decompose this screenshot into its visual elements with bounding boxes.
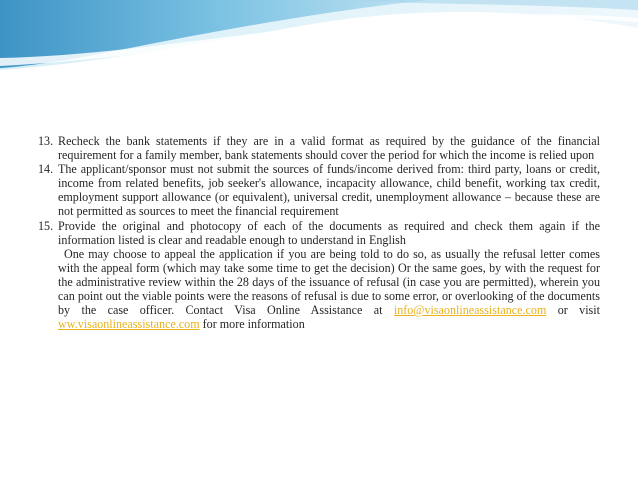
list-item-text: The applicant/sponsor must not submit the sources of funds/income derived from: third party, loans or credit, income from related benefits, job seeker's allowance, incapacity allowance, child benefit, working tax credit, employment support allowance (or equivalent), universal credit, unemployment allowance – because these are not permitted as sources to meet the financial requirement [58, 162, 600, 219]
slide-content [38, 134, 600, 331]
list-item [38, 219, 600, 247]
list-item-text: Provide the original and photocopy of each of the documents as required and check them again if the information listed is clear and readable enough to understand in English [58, 218, 600, 247]
closing-or-visit: or visit [546, 303, 600, 318]
closing-text: One may choose to appeal the application if you are being told to do so, as usually the refusal letter comes with the appeal form (which may take some time to get the decision) Or the same goes, by with the request for the administrative review within the 28 days of the issuance of refusal (in case you are permitted), wherein you can point out the viable points were the reasons of refusal is due to some error, or overlooking of the documents by the case officer. Contact Visa Online Assistance at [58, 246, 600, 318]
list-item-number: 15. [38, 218, 54, 233]
header-wave-decoration [0, 0, 638, 100]
closing-paragraph [38, 247, 600, 332]
website-link[interactable]: ww.visaonlineassistance.com [58, 317, 200, 332]
list-item [38, 162, 600, 218]
list-item-number: 13. [38, 134, 54, 148]
email-link[interactable]: info@visaonlineassistance.com [393, 303, 547, 318]
list-item-text: Recheck the bank statements if they are in a valid format as required by the guidance of the financial requirement for a family member, bank statements should cover the period for which the income is relied upon [58, 134, 600, 163]
list-item [38, 134, 600, 162]
closing-end: for more information [199, 317, 305, 332]
list-item-number: 14. [38, 162, 54, 177]
